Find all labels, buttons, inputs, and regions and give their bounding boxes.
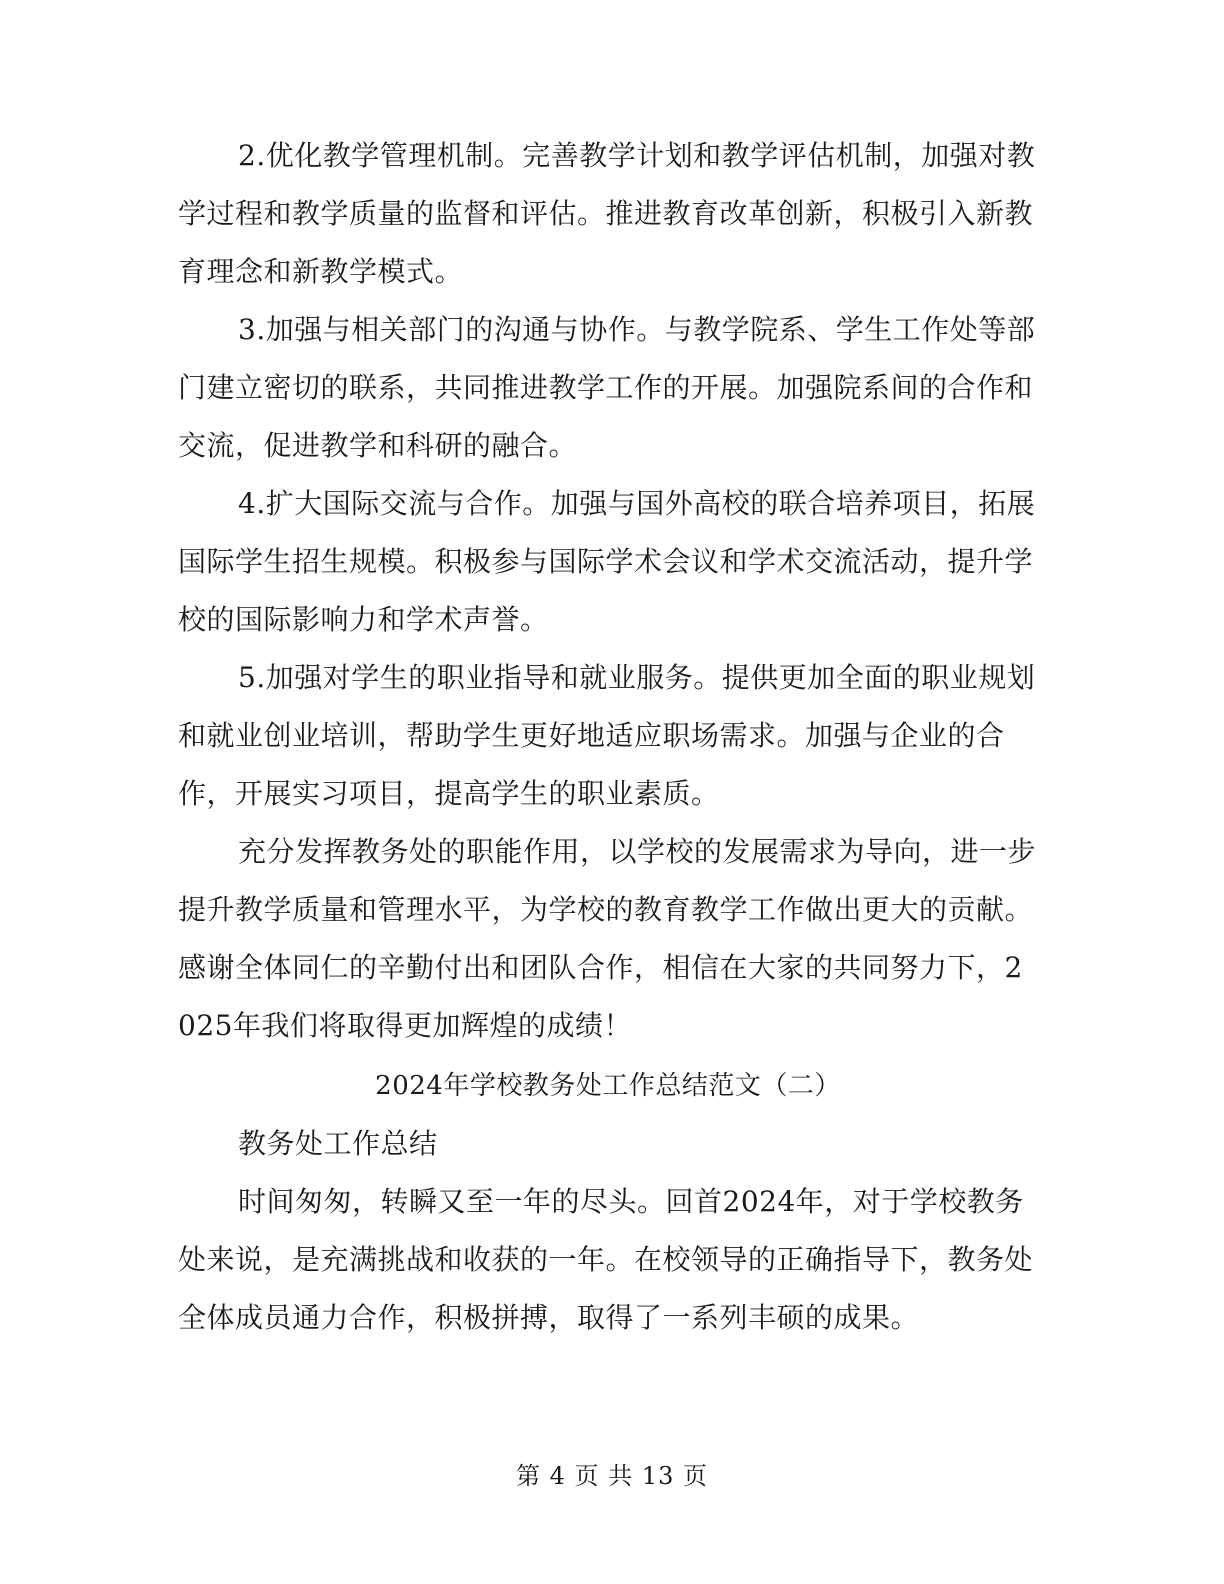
paragraph-item-3: 3.加强与相关部门的沟通与协作。与教学院系、学生工作处等部门建立密切的联系，共同推进教学工作的开展。加强院系间的合作和交流，促进教学和科研的融合。 — [178, 313, 1036, 462]
document-body — [178, 127, 1038, 1347]
footer-prefix: 第 — [515, 1462, 541, 1490]
section-title: 2024年学校教务处工作总结范文（二） — [375, 1071, 841, 1101]
current-page-number: 4 — [549, 1462, 566, 1490]
page-footer — [0, 1456, 1224, 1496]
paragraph-conclusion: 充分发挥教务处的职能作用，以学校的发展需求为导向，进一步提升教学质量和管理水平，为学校的教育教学工作做出更大的贡献。感谢全体同仁的辛勤付出和团队合作，相信在大家的共同努力下，2025年我们将取得更加辉煌的成绩！ — [178, 835, 1037, 1042]
paragraph-item-5: 5.加强对学生的职业指导和就业服务。提供更加全面的职业规划和就业创业培训，帮助学生更好地适应职场需求。加强与企业的合作，开展实习项目，提高学生的职业素质。 — [178, 661, 1036, 810]
paragraph-item-2: 2.优化教学管理机制。完善教学计划和教学评估机制，加强对教学过程和教学质量的监督和评估。推进教育改革创新，积极引入新教育理念和新教学模式。 — [178, 139, 1036, 288]
footer-middle: 页 共 — [574, 1462, 634, 1490]
paragraph-intro: 时间匆匆，转瞬又至一年的尽头。回首2024年，对于学校教务处来说，是充满挑战和收获的一年。在校领导的正确指导下，教务处全体成员通力合作，积极拼搏，取得了一系列丰硕的成果。 — [178, 1185, 1034, 1334]
paragraph-item-4: 4.扩大国际交流与合作。加强与国外高校的联合培养项目，拓展国际学生招生规模。积极参与国际学术会议和学术交流活动，提升学校的国际影响力和学术声誉。 — [178, 487, 1036, 636]
paragraph-subtitle: 教务处工作总结 — [238, 1127, 438, 1160]
footer-suffix: 页 — [683, 1462, 709, 1490]
total-page-count: 13 — [641, 1462, 675, 1490]
